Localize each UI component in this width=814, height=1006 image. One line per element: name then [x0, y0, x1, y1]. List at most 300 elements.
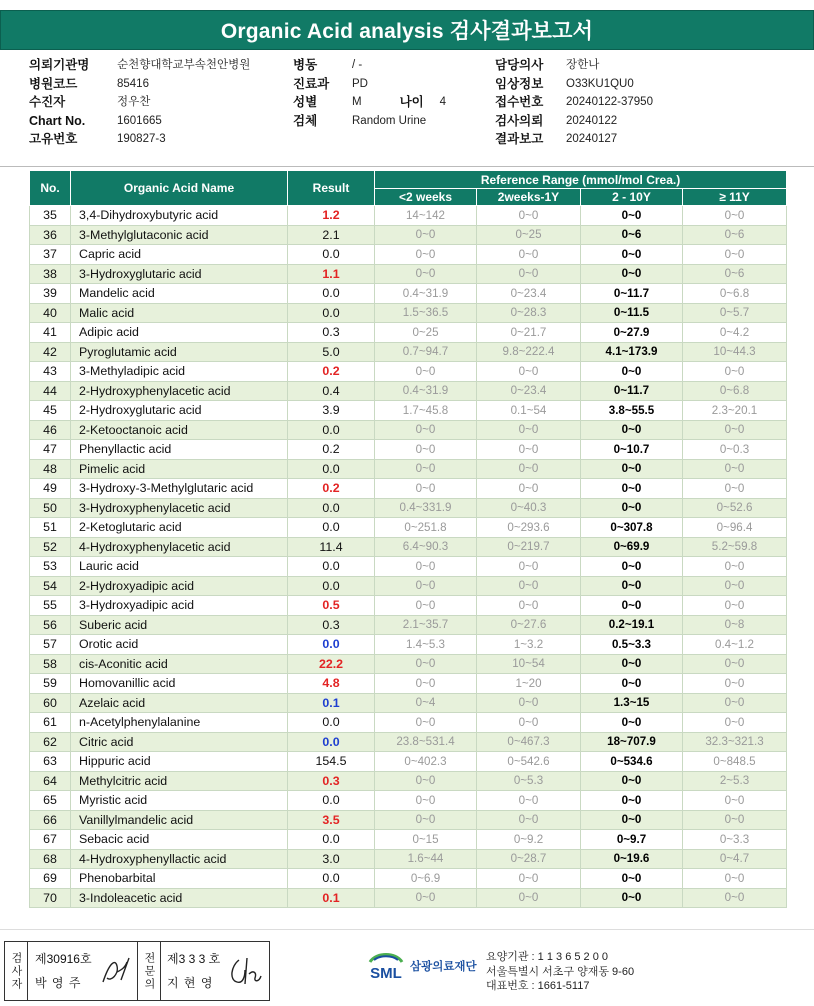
acid-name: Pyroglutamic acid: [71, 342, 288, 362]
ref-2-10y: 3.8~55.5: [581, 401, 683, 421]
ref-ge11y: 0~6: [683, 264, 787, 284]
ref-2-10y: 0~0: [581, 362, 683, 382]
table-row: [30, 381, 787, 401]
acid-name: 2-Ketooctanoic acid: [71, 420, 288, 440]
ref-lt2w: 23.8~531.4: [375, 732, 477, 752]
ref-ge11y: 0~0: [683, 674, 787, 694]
result-value: 0.0: [288, 869, 375, 889]
result-value: 0.0: [288, 498, 375, 518]
table-row: [30, 713, 787, 733]
row-number: 52: [30, 537, 71, 557]
acid-name: Myristic acid: [71, 791, 288, 811]
ref-2w1y: 0~0: [477, 362, 581, 382]
ref-lt2w: 0~0: [375, 225, 477, 245]
result-value: 0.0: [288, 732, 375, 752]
reviewer-caption: 전문의: [137, 942, 161, 1000]
ref-ge11y: 0~8: [683, 615, 787, 635]
col-header-lt2w: <2 weeks: [375, 189, 477, 206]
row-number: 59: [30, 674, 71, 694]
info-label: 병동: [293, 58, 318, 72]
ref-2w1y: 0~0: [477, 810, 581, 830]
ref-ge11y: 0~0: [683, 557, 787, 577]
ref-ge11y: 0~0: [683, 654, 787, 674]
table-row: [30, 401, 787, 421]
ref-ge11y: 0~0: [683, 810, 787, 830]
result-value: 4.8: [288, 674, 375, 694]
result-value: 0.0: [288, 791, 375, 811]
table-row: [30, 284, 787, 304]
info-label: 결과보고: [495, 132, 544, 146]
ref-lt2w: 14~142: [375, 206, 477, 226]
acid-name: 2-Hydroxyphenylacetic acid: [71, 381, 288, 401]
table-row: [30, 518, 787, 538]
acid-name: Malic acid: [71, 303, 288, 323]
ref-lt2w: 0~0: [375, 791, 477, 811]
ref-2-10y: 0~10.7: [581, 440, 683, 460]
info-label: 의뢰기관명: [29, 58, 90, 72]
row-number: 62: [30, 732, 71, 752]
table-row: [30, 537, 787, 557]
ref-lt2w: 0.4~31.9: [375, 381, 477, 401]
table-row: [30, 596, 787, 616]
acid-name: 3-Hydroxyadipic acid: [71, 596, 288, 616]
info-value: Random Urine: [352, 114, 427, 127]
row-number: 44: [30, 381, 71, 401]
result-value: 0.0: [288, 284, 375, 304]
row-number: 67: [30, 830, 71, 850]
row-number: 68: [30, 849, 71, 869]
info-col-1: [29, 56, 250, 149]
table-row: [30, 362, 787, 382]
inspector-caption: 검사자: [5, 942, 28, 1000]
acid-name: 3-Hydroxy-3-Methylglutaric acid: [71, 479, 288, 499]
result-value: 0.4: [288, 381, 375, 401]
info-value: 20240122: [566, 114, 618, 127]
ref-2w1y: 0~0: [477, 459, 581, 479]
inspector-name: 박 영 주: [35, 976, 82, 990]
ref-2w1y: 0~0: [477, 440, 581, 460]
ref-lt2w: 0~0: [375, 420, 477, 440]
acid-name: 2-Hydroxyglutaric acid: [71, 401, 288, 421]
ref-ge11y: 0~0: [683, 869, 787, 889]
info-value: 순천향대학교부속천안병원: [117, 59, 251, 71]
row-number: 42: [30, 342, 71, 362]
info-row: [495, 112, 653, 131]
ref-2-10y: 0~9.7: [581, 830, 683, 850]
result-value: 5.0: [288, 342, 375, 362]
row-number: 48: [30, 459, 71, 479]
info-label: Chart No.: [29, 113, 86, 128]
row-number: 54: [30, 576, 71, 596]
row-number: 63: [30, 752, 71, 772]
signature-box: [4, 941, 270, 1001]
info-value: 정우찬: [117, 96, 151, 108]
ref-2w1y: 0~23.4: [477, 381, 581, 401]
ref-ge11y: 0~0: [683, 693, 787, 713]
acid-name: 3-Indoleacetic acid: [71, 888, 288, 908]
age-label: 나이: [399, 95, 424, 109]
info-row: [495, 75, 653, 94]
row-number: 35: [30, 206, 71, 226]
ref-lt2w: 0~0: [375, 264, 477, 284]
ref-lt2w: 0~0: [375, 654, 477, 674]
table-row: [30, 654, 787, 674]
row-number: 51: [30, 518, 71, 538]
ref-2-10y: 0~0: [581, 264, 683, 284]
ref-2w1y: 0~293.6: [477, 518, 581, 538]
ref-lt2w: 0~0: [375, 771, 477, 791]
acid-name: 4-Hydroxyphenyllactic acid: [71, 849, 288, 869]
ref-2w1y: 0~467.3: [477, 732, 581, 752]
ref-2w1y: 10~54: [477, 654, 581, 674]
result-value: 0.3: [288, 771, 375, 791]
row-number: 69: [30, 869, 71, 889]
ref-2-10y: 0~0: [581, 654, 683, 674]
ref-lt2w: 1.7~45.8: [375, 401, 477, 421]
ref-ge11y: 0~5.7: [683, 303, 787, 323]
result-value: 3.5: [288, 810, 375, 830]
ref-2w1y: 1~3.2: [477, 635, 581, 655]
result-value: 3.0: [288, 849, 375, 869]
row-number: 46: [30, 420, 71, 440]
info-value: / -: [352, 59, 363, 71]
ref-lt2w: 0~251.8: [375, 518, 477, 538]
ref-lt2w: 6.4~90.3: [375, 537, 477, 557]
info-row: [29, 112, 250, 131]
table-row: [30, 303, 787, 323]
ref-2w1y: 0~0: [477, 693, 581, 713]
ref-2-10y: 0~0: [581, 771, 683, 791]
col-header-2-10y: 2 - 10Y: [581, 189, 683, 206]
info-label: 수진자: [29, 95, 66, 109]
info-value: 20240127: [566, 133, 618, 145]
col-header-name: Organic Acid Name: [71, 171, 288, 206]
ref-2-10y: 0~11.7: [581, 284, 683, 304]
ref-2w1y: 0~219.7: [477, 537, 581, 557]
info-row: [495, 130, 653, 149]
table-row: [30, 479, 787, 499]
ref-2w1y: 0~0: [477, 869, 581, 889]
row-number: 41: [30, 323, 71, 343]
ref-2-10y: 4.1~173.9: [581, 342, 683, 362]
acid-name: 3-Hydroxyglutaric acid: [71, 264, 288, 284]
ref-2-10y: 0.2~19.1: [581, 615, 683, 635]
row-number: 70: [30, 888, 71, 908]
ref-2-10y: 0~0: [581, 498, 683, 518]
ref-lt2w: 0.4~331.9: [375, 498, 477, 518]
ref-lt2w: 0.7~94.7: [375, 342, 477, 362]
ref-ge11y: 0~0: [683, 479, 787, 499]
ref-2-10y: 0~19.6: [581, 849, 683, 869]
table-row: [30, 849, 787, 869]
ref-lt2w: 0~25: [375, 323, 477, 343]
ref-ge11y: 0~0: [683, 459, 787, 479]
ref-2-10y: 0~307.8: [581, 518, 683, 538]
result-value: 11.4: [288, 537, 375, 557]
info-value: O33KU1QU0: [566, 77, 634, 90]
acid-name: 2-Hydroxyadipic acid: [71, 576, 288, 596]
acid-name: 3,4-Dihydroxybutyric acid: [71, 206, 288, 226]
table-row: [30, 693, 787, 713]
row-number: 56: [30, 615, 71, 635]
ref-2w1y: 0~0: [477, 479, 581, 499]
result-value: 0.0: [288, 557, 375, 577]
result-value: 0.0: [288, 830, 375, 850]
info-row: [293, 93, 446, 112]
ref-ge11y: 0~6: [683, 225, 787, 245]
ref-lt2w: 0~0: [375, 576, 477, 596]
row-number: 66: [30, 810, 71, 830]
result-value: 1.2: [288, 206, 375, 226]
table-row: [30, 420, 787, 440]
ref-2-10y: 0~0: [581, 206, 683, 226]
row-number: 37: [30, 245, 71, 265]
table-row: [30, 245, 787, 265]
acid-name: Azelaic acid: [71, 693, 288, 713]
table-row: [30, 557, 787, 577]
info-label: 임상정보: [495, 76, 544, 91]
info-row: [29, 75, 250, 94]
ref-2-10y: 0~11.7: [581, 381, 683, 401]
address-line: 요양기관 : 1 1 3 6 5 2 0 0: [486, 951, 609, 963]
ref-ge11y: 0~0: [683, 206, 787, 226]
info-value: 20240122-37950: [566, 96, 653, 108]
info-row: [29, 130, 250, 149]
acid-name: Adipic acid: [71, 323, 288, 343]
acid-name: n-Acetylphenylalanine: [71, 713, 288, 733]
acid-name: 3-Methylglutaconic acid: [71, 225, 288, 245]
ref-ge11y: 10~44.3: [683, 342, 787, 362]
result-value: 0.2: [288, 362, 375, 382]
result-value: 154.5: [288, 752, 375, 772]
result-value: 0.0: [288, 518, 375, 538]
info-label: 진료과: [293, 76, 330, 91]
ref-2-10y: 1.3~15: [581, 693, 683, 713]
ref-ge11y: 0.4~1.2: [683, 635, 787, 655]
ref-ge11y: 0~6.8: [683, 284, 787, 304]
ref-2w1y: 0~0: [477, 596, 581, 616]
ref-2-10y: 0~0: [581, 888, 683, 908]
ref-2-10y: 0~0: [581, 596, 683, 616]
table-row: [30, 615, 787, 635]
table-row: [30, 732, 787, 752]
ref-2w1y: 0~25: [477, 225, 581, 245]
ref-ge11y: 0~0: [683, 362, 787, 382]
info-label: 접수번호: [495, 95, 544, 109]
info-value: 1601665: [117, 114, 162, 127]
table-row: [30, 264, 787, 284]
ref-ge11y: 0~6.8: [683, 381, 787, 401]
ref-2w1y: 0~28.3: [477, 303, 581, 323]
table-row: [30, 869, 787, 889]
ref-lt2w: 0~0: [375, 888, 477, 908]
ref-2w1y: 0~0: [477, 791, 581, 811]
acid-name: Orotic acid: [71, 635, 288, 655]
ref-ge11y: 0~0: [683, 713, 787, 733]
info-row: [293, 56, 446, 75]
result-value: 0.0: [288, 303, 375, 323]
row-number: 47: [30, 440, 71, 460]
acid-name: 3-Hydroxyphenylacetic acid: [71, 498, 288, 518]
ref-lt2w: 0~4: [375, 693, 477, 713]
info-value: PD: [352, 77, 368, 90]
row-number: 43: [30, 362, 71, 382]
result-value: 0.2: [288, 479, 375, 499]
sml-logo-text: 삼광의료재단: [410, 961, 477, 973]
acid-name: Citric acid: [71, 732, 288, 752]
ref-ge11y: 5.2~59.8: [683, 537, 787, 557]
table-row: [30, 576, 787, 596]
ref-lt2w: 0~402.3: [375, 752, 477, 772]
ref-ge11y: 32.3~321.3: [683, 732, 787, 752]
report-title: Organic Acid analysis 검사결과보고서: [0, 10, 814, 50]
ref-2-10y: 0~0: [581, 869, 683, 889]
result-value: 0.0: [288, 245, 375, 265]
reviewer-license: 제3 3 3 호: [167, 952, 221, 966]
results-table: [29, 170, 787, 908]
row-number: 45: [30, 401, 71, 421]
ref-ge11y: 0~0: [683, 420, 787, 440]
ref-2-10y: 0~0: [581, 557, 683, 577]
ref-2w1y: 0~542.6: [477, 752, 581, 772]
result-value: 1.1: [288, 264, 375, 284]
ref-ge11y: 0~0: [683, 576, 787, 596]
info-value: 장한나: [566, 59, 600, 71]
acid-name: Sebacic acid: [71, 830, 288, 850]
info-col-2: [293, 56, 446, 130]
ref-ge11y: 0~0.3: [683, 440, 787, 460]
ref-lt2w: 0.4~31.9: [375, 284, 477, 304]
ref-2-10y: 0~0: [581, 459, 683, 479]
info-value: 190827-3: [117, 133, 166, 145]
result-value: 0.3: [288, 323, 375, 343]
address-line: 서울특별시 서초구 양재동 9-60: [486, 965, 635, 978]
reviewer-signature: [227, 952, 263, 990]
ref-2w1y: 0~0: [477, 245, 581, 265]
sml-logo: [366, 948, 477, 984]
table-row: [30, 206, 787, 226]
row-number: 40: [30, 303, 71, 323]
row-number: 64: [30, 771, 71, 791]
ref-lt2w: 0~0: [375, 362, 477, 382]
ref-2w1y: 0~27.6: [477, 615, 581, 635]
ref-2w1y: 9.8~222.4: [477, 342, 581, 362]
ref-2-10y: 0~0: [581, 479, 683, 499]
result-value: 0.0: [288, 420, 375, 440]
acid-name: Suberic acid: [71, 615, 288, 635]
header-divider: [0, 166, 814, 167]
ref-lt2w: 0~0: [375, 596, 477, 616]
acid-name: 3-Methyladipic acid: [71, 362, 288, 382]
table-row: [30, 459, 787, 479]
result-value: 0.0: [288, 713, 375, 733]
ref-2-10y: 0~0: [581, 713, 683, 733]
table-row: [30, 440, 787, 460]
row-number: 58: [30, 654, 71, 674]
row-number: 39: [30, 284, 71, 304]
ref-2w1y: 0~5.3: [477, 771, 581, 791]
ref-ge11y: 0~96.4: [683, 518, 787, 538]
ref-2-10y: 0~11.5: [581, 303, 683, 323]
table-row: [30, 225, 787, 245]
ref-2-10y: 0~0: [581, 791, 683, 811]
row-number: 60: [30, 693, 71, 713]
result-value: 0.3: [288, 615, 375, 635]
ref-2w1y: 0~40.3: [477, 498, 581, 518]
ref-2-10y: 0~27.9: [581, 323, 683, 343]
info-row: [29, 93, 250, 112]
info-label: 검사의뢰: [495, 113, 544, 128]
info-row: [495, 93, 653, 112]
table-row: [30, 635, 787, 655]
ref-lt2w: 1.6~44: [375, 849, 477, 869]
acid-name: Capric acid: [71, 245, 288, 265]
table-row: [30, 771, 787, 791]
ref-2w1y: 0~28.7: [477, 849, 581, 869]
ref-2-10y: 0~0: [581, 245, 683, 265]
result-value: 0.0: [288, 576, 375, 596]
table-row: [30, 323, 787, 343]
inspector-license: 제30916호: [35, 952, 92, 966]
col-header-no: No.: [30, 171, 71, 206]
ref-2w1y: 1~20: [477, 674, 581, 694]
col-header-reference: Reference Range (mmol/mol Crea.): [375, 171, 787, 189]
table-row: [30, 498, 787, 518]
ref-2w1y: 0~0: [477, 888, 581, 908]
ref-ge11y: 2~5.3: [683, 771, 787, 791]
col-header-result: Result: [288, 171, 375, 206]
row-number: 38: [30, 264, 71, 284]
ref-2-10y: 0~0: [581, 810, 683, 830]
table-row: [30, 752, 787, 772]
ref-2w1y: 0~0: [477, 420, 581, 440]
ref-2w1y: 0~0: [477, 576, 581, 596]
info-row: [293, 112, 446, 131]
ref-lt2w: 0~0: [375, 479, 477, 499]
info-value: 85416: [117, 77, 149, 90]
ref-2w1y: 0~0: [477, 557, 581, 577]
age-value: 4: [439, 96, 446, 108]
result-value: 0.1: [288, 888, 375, 908]
ref-lt2w: 0~6.9: [375, 869, 477, 889]
table-row: [30, 791, 787, 811]
col-header-ge11y: ≥ 11Y: [683, 189, 787, 206]
row-number: 49: [30, 479, 71, 499]
ref-2w1y: 0~21.7: [477, 323, 581, 343]
ref-2w1y: 0~9.2: [477, 830, 581, 850]
info-label: 검체: [293, 113, 318, 128]
ref-ge11y: 0~0: [683, 791, 787, 811]
institution-address: [486, 950, 634, 994]
result-value: 22.2: [288, 654, 375, 674]
acid-name: 2-Ketoglutaric acid: [71, 518, 288, 538]
acid-name: 4-Hydroxyphenylacetic acid: [71, 537, 288, 557]
sml-logo-mark: SML: [370, 965, 402, 982]
ref-ge11y: 0~4.7: [683, 849, 787, 869]
ref-2-10y: 0.5~3.3: [581, 635, 683, 655]
ref-lt2w: 2.1~35.7: [375, 615, 477, 635]
result-value: 3.9: [288, 401, 375, 421]
ref-lt2w: 0~15: [375, 830, 477, 850]
ref-lt2w: 0~0: [375, 459, 477, 479]
ref-2w1y: 0~0: [477, 264, 581, 284]
info-row: [293, 75, 446, 94]
ref-lt2w: 0~0: [375, 810, 477, 830]
ref-2-10y: 0~0: [581, 420, 683, 440]
row-number: 65: [30, 791, 71, 811]
acid-name: Lauric acid: [71, 557, 288, 577]
info-row: [495, 56, 653, 75]
